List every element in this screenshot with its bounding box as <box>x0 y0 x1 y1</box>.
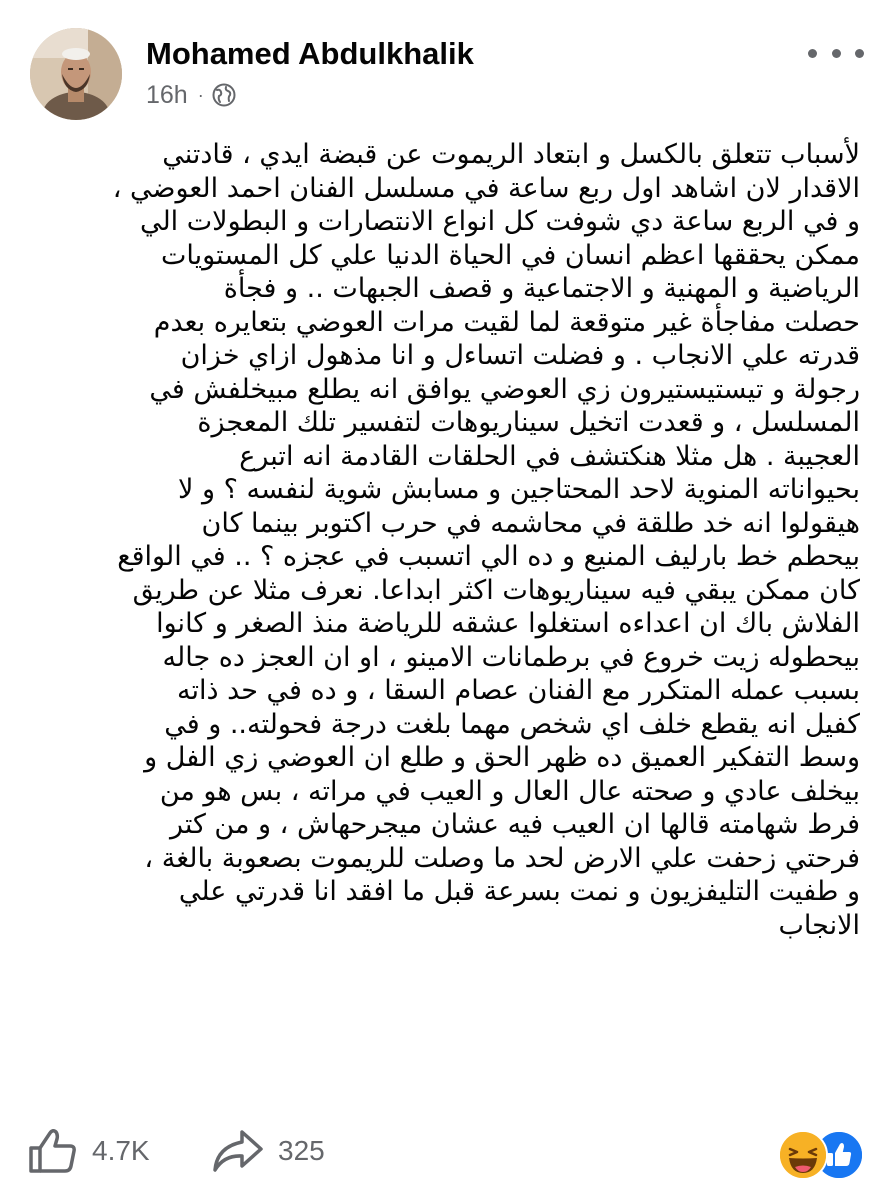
thumbs-up-icon <box>28 1128 78 1174</box>
meta-separator: · <box>197 84 204 105</box>
more-options-button[interactable] <box>808 38 864 68</box>
more-dot-icon <box>832 49 841 58</box>
post-meta <box>146 80 236 110</box>
post-timestamp[interactable]: 16h <box>146 80 188 109</box>
haha-reaction-icon <box>778 1130 828 1180</box>
avatar[interactable] <box>30 28 122 120</box>
author-name[interactable]: Mohamed Abdulkhalik <box>146 36 474 71</box>
post-header <box>0 0 886 130</box>
reactions-summary[interactable] <box>778 1130 862 1180</box>
post-body: لأسباب تتعلق بالكسل و ابتعاد الريموت عن قبضة ايدي ، قادتني الاقدار لان اشاهد اول ربع ساعة في مسلسل الفنان احمد العوضي ، و في الربع ساعة دي شوفت كل انواع الانتصارات و البطولات الي ممكن يحققها اعظم انسان في الحياة الدنيا علي كل المستويات الرياضية و المهنية و الاجتماعية و قصف الجبهات .. و فجأة حصلت مفاجأة غير متوقعة لما لقيت مرات العوضي بتعايره بعدم قدرته علي الانجاب . و فضلت اتساءل و انا مذهول ازاي خزان رجولة و تيستيستيرون زي العوضي يوافق انه يطلع مبيخلفش في المسلسل ، و قعدت اتخيل سيناريوهات لتفسير تلك المعجزة العجيبة . هل مثلا هنكتشف في الحلقات القادمة انه اتبرع بحيواناته المنوية لاحد المحتاجين و مسابش شوية لنفسه ؟ و لا هيقولوا انه خد طلقة في محاشمه في حرب اكتوبر بينما كان بيحطم خط بارليف المنيع و ده الي اتسبب في عجزه ؟ .. في الواقع كان ممكن يبقي فيه سيناريوهات اكثر ابداعا. نعرف مثلا عن طريق الفلاش باك ان اعداءه استغلوا عشقه للرياضة منذ الصغر و كانوا بيحطوله زيت خروع في برطمانات الامينو ، او ان العجز ده جاله بسبب عمله المتكرر مع الفنان عصام السقا ، و ده في حد ذاته كفيل انه يقطع خلف اي شخص مهما بلغت درجة فحولته.. و في وسط التفكير العميق ده ظهر الحق و طلع ان العوضي زي الفل و بيخلف عادي و صحته عال العال و العيب في مراته ، بس هو من فرط شهامته قالها ان العيب فيه عشان ميجرحهاش ، و من كتر فرحتي زحفت علي الارض لحد ما وصلت للريموت بصعوبة بالغة ، و طفيت التليفزيون و نمت بسرعة قبل ما افقد انا قدرتي علي الانجاب <box>112 139 860 941</box>
globe-icon[interactable] <box>212 83 236 107</box>
like-button[interactable] <box>28 1128 150 1174</box>
more-dot-icon <box>808 49 817 58</box>
more-dot-icon <box>855 49 864 58</box>
post-footer <box>0 1120 886 1190</box>
share-button[interactable] <box>212 1128 325 1174</box>
share-count: 325 <box>278 1135 325 1166</box>
share-arrow-icon <box>212 1128 264 1174</box>
like-count: 4.7K <box>92 1135 150 1166</box>
